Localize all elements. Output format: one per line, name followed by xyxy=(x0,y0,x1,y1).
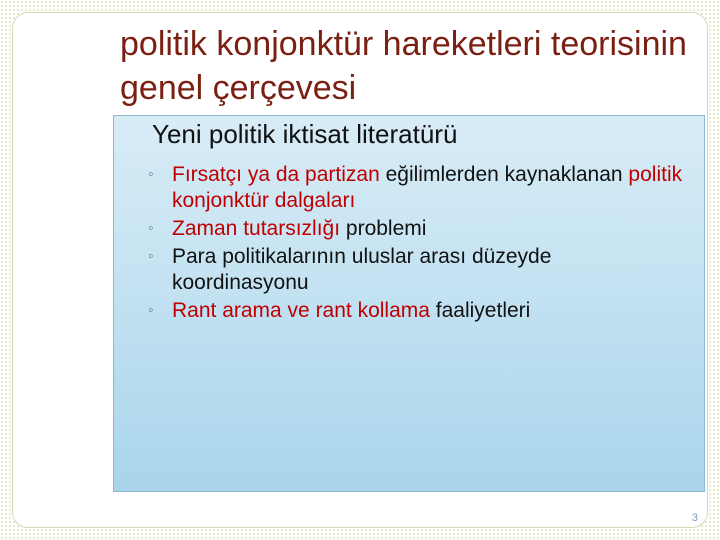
circle-bullet-icon: ◦ xyxy=(148,248,154,265)
list-item xyxy=(148,298,688,324)
plain-text: Para politikalarının uluslar arası düzeyde koordinasyonu xyxy=(172,245,552,294)
highlight-text: Zaman tutarsızlığı xyxy=(172,217,341,240)
list-item xyxy=(148,244,688,296)
circle-bullet-icon: ◦ xyxy=(148,302,154,319)
slide-title: politik konjonktür hareketleri teorisinin genel çerçevesi xyxy=(120,25,687,107)
plain-text: faaliyetleri xyxy=(429,299,531,322)
list-item-text xyxy=(172,298,688,324)
circle-bullet-icon: ◦ xyxy=(148,220,154,237)
list-item-text xyxy=(172,244,688,296)
sub-bullet-list xyxy=(148,162,688,326)
list-item xyxy=(148,162,688,214)
page-number: 3 xyxy=(691,512,698,524)
plain-text: eğilimlerden kaynaklanan xyxy=(379,163,629,186)
plain-text: problemi xyxy=(340,217,427,240)
highlight-text: Fırsatçı ya da partizan xyxy=(172,163,380,186)
list-item-text xyxy=(172,162,688,214)
list-item-text xyxy=(172,216,688,242)
level1-text: Yeni politik iktisat literatürü xyxy=(152,119,458,149)
level1-bullet-item xyxy=(130,117,690,151)
highlight-text: Rant arama ve rant kollama xyxy=(172,299,430,322)
highlight-text: politik konjonktür dalgaları xyxy=(172,163,683,212)
list-item xyxy=(148,216,688,242)
circle-bullet-icon: ◦ xyxy=(148,166,154,183)
